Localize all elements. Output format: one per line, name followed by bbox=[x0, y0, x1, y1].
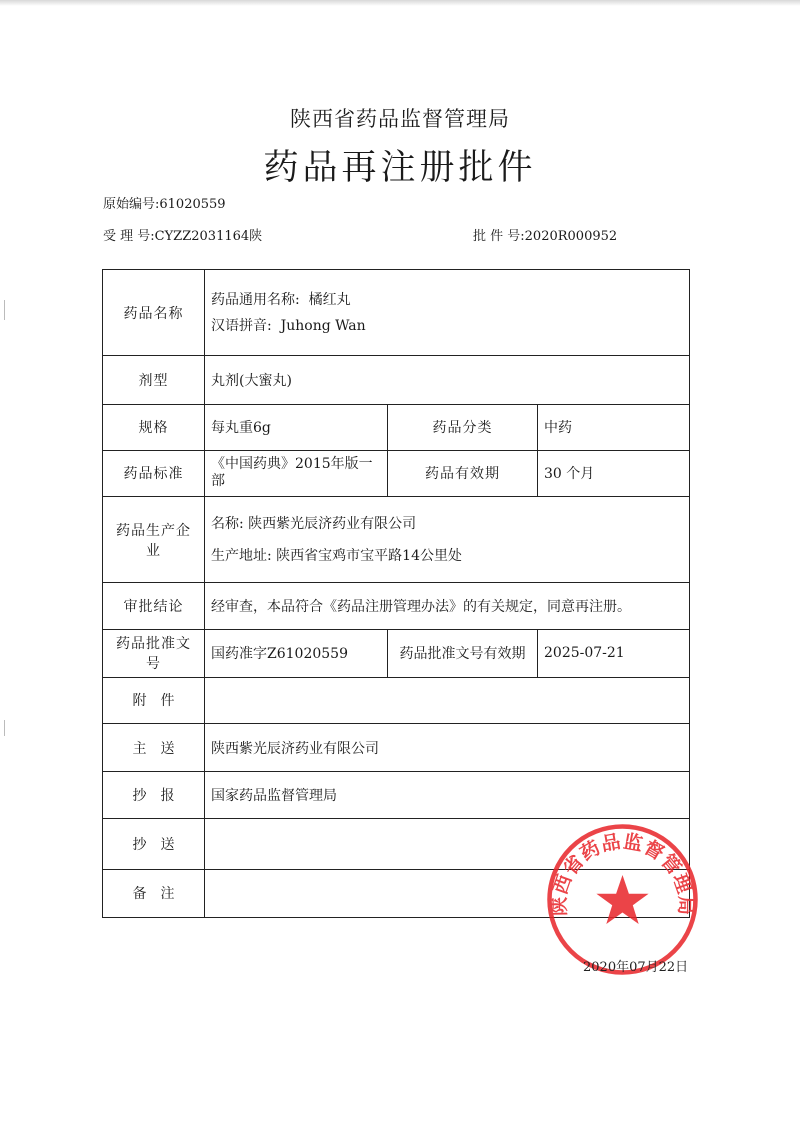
seal-star-icon bbox=[596, 875, 648, 924]
table-row bbox=[103, 772, 690, 819]
standard: 《中国药典》2015年版一部 bbox=[205, 450, 388, 496]
address: 陕西省宝鸡市宝平路14公里处 bbox=[276, 547, 462, 564]
dosage-form-label: 剂型 bbox=[103, 356, 205, 404]
company-name-line bbox=[211, 508, 683, 540]
generic-name-line bbox=[211, 287, 683, 313]
copy-send-label: 抄送 bbox=[103, 819, 205, 869]
acceptance-number: CYZZ2031164陕 bbox=[154, 229, 263, 244]
approval-doc: 国药准字Z61020559 bbox=[205, 629, 388, 677]
scan-margin-mark bbox=[4, 300, 5, 320]
table-row bbox=[103, 450, 690, 496]
acceptance-number-line bbox=[103, 225, 262, 244]
address-label: 生产地址: bbox=[211, 547, 272, 564]
standard-label: 药品标准 bbox=[103, 450, 205, 496]
validity-label: 药品有效期 bbox=[388, 450, 538, 496]
table-row bbox=[103, 404, 690, 450]
spec-label: 规格 bbox=[103, 404, 205, 450]
acceptance-number-label: 受 理 号: bbox=[103, 229, 155, 244]
conclusion-label: 审批结论 bbox=[103, 583, 205, 629]
original-number-line bbox=[103, 193, 226, 212]
send-to: 陕西紫光辰济药业有限公司 bbox=[205, 724, 690, 772]
document-title: 药品再注册批件 bbox=[263, 148, 537, 188]
manufacturer-cell bbox=[205, 497, 690, 583]
remarks-label: 备注 bbox=[103, 869, 205, 917]
validity: 30 个月 bbox=[538, 450, 690, 496]
pinyin-line bbox=[211, 313, 683, 339]
table-row bbox=[103, 356, 690, 404]
spec: 每丸重6g bbox=[205, 404, 388, 450]
address-line bbox=[211, 540, 683, 572]
scan-margin-mark bbox=[4, 720, 5, 736]
table-row bbox=[103, 583, 690, 629]
approval-doc-validity-label: 药品批准文号有效期 bbox=[388, 629, 538, 677]
pinyin-label: 汉语拼音: bbox=[211, 317, 272, 334]
approval-doc-label: 药品批准文号 bbox=[103, 629, 205, 677]
pinyin: Juhong Wan bbox=[280, 317, 366, 334]
approval-doc-validity: 2025-07-21 bbox=[538, 629, 690, 677]
company-name: 陕西紫光辰济药业有限公司 bbox=[248, 515, 417, 532]
category: 中药 bbox=[538, 404, 690, 450]
send-to-label: 主送 bbox=[103, 724, 205, 772]
page-top-edge bbox=[0, 0, 800, 6]
original-number-label: 原始编号: bbox=[103, 197, 160, 212]
drug-name-label: 药品名称 bbox=[103, 270, 205, 356]
attachment bbox=[205, 677, 690, 723]
category-label: 药品分类 bbox=[388, 404, 538, 450]
approval-number-line bbox=[473, 225, 617, 244]
table-row bbox=[103, 497, 690, 583]
seal-text: 陕西省药品监督管理局 bbox=[548, 830, 697, 917]
seal-date: 2020年07月22日 bbox=[583, 960, 689, 975]
table-row bbox=[103, 724, 690, 772]
manufacturer-label: 药品生产企业 bbox=[103, 497, 205, 583]
company-name-label: 名称: bbox=[211, 515, 244, 532]
copy-report: 国家药品监督管理局 bbox=[205, 772, 690, 819]
copy-report-label: 抄报 bbox=[103, 772, 205, 819]
table-row bbox=[103, 677, 690, 723]
approval-number: 2020R000952 bbox=[524, 229, 618, 244]
original-number: 61020559 bbox=[159, 197, 226, 212]
table-row bbox=[103, 270, 690, 356]
official-seal bbox=[545, 822, 700, 977]
generic-name-label: 药品通用名称: bbox=[211, 291, 300, 308]
approval-number-label: 批 件 号: bbox=[473, 229, 525, 244]
drug-name-cell bbox=[205, 270, 690, 356]
approval-form-table bbox=[102, 269, 690, 918]
issuing-agency: 陕西省药品监督管理局 bbox=[290, 107, 510, 131]
generic-name: 橘红丸 bbox=[308, 291, 351, 308]
dosage-form: 丸剂(大蜜丸) bbox=[205, 356, 690, 404]
table-row bbox=[103, 629, 690, 677]
conclusion: 经审查，本品符合《药品注册管理办法》的有关规定，同意再注册。 bbox=[205, 583, 690, 629]
attachment-label: 附件 bbox=[103, 677, 205, 723]
